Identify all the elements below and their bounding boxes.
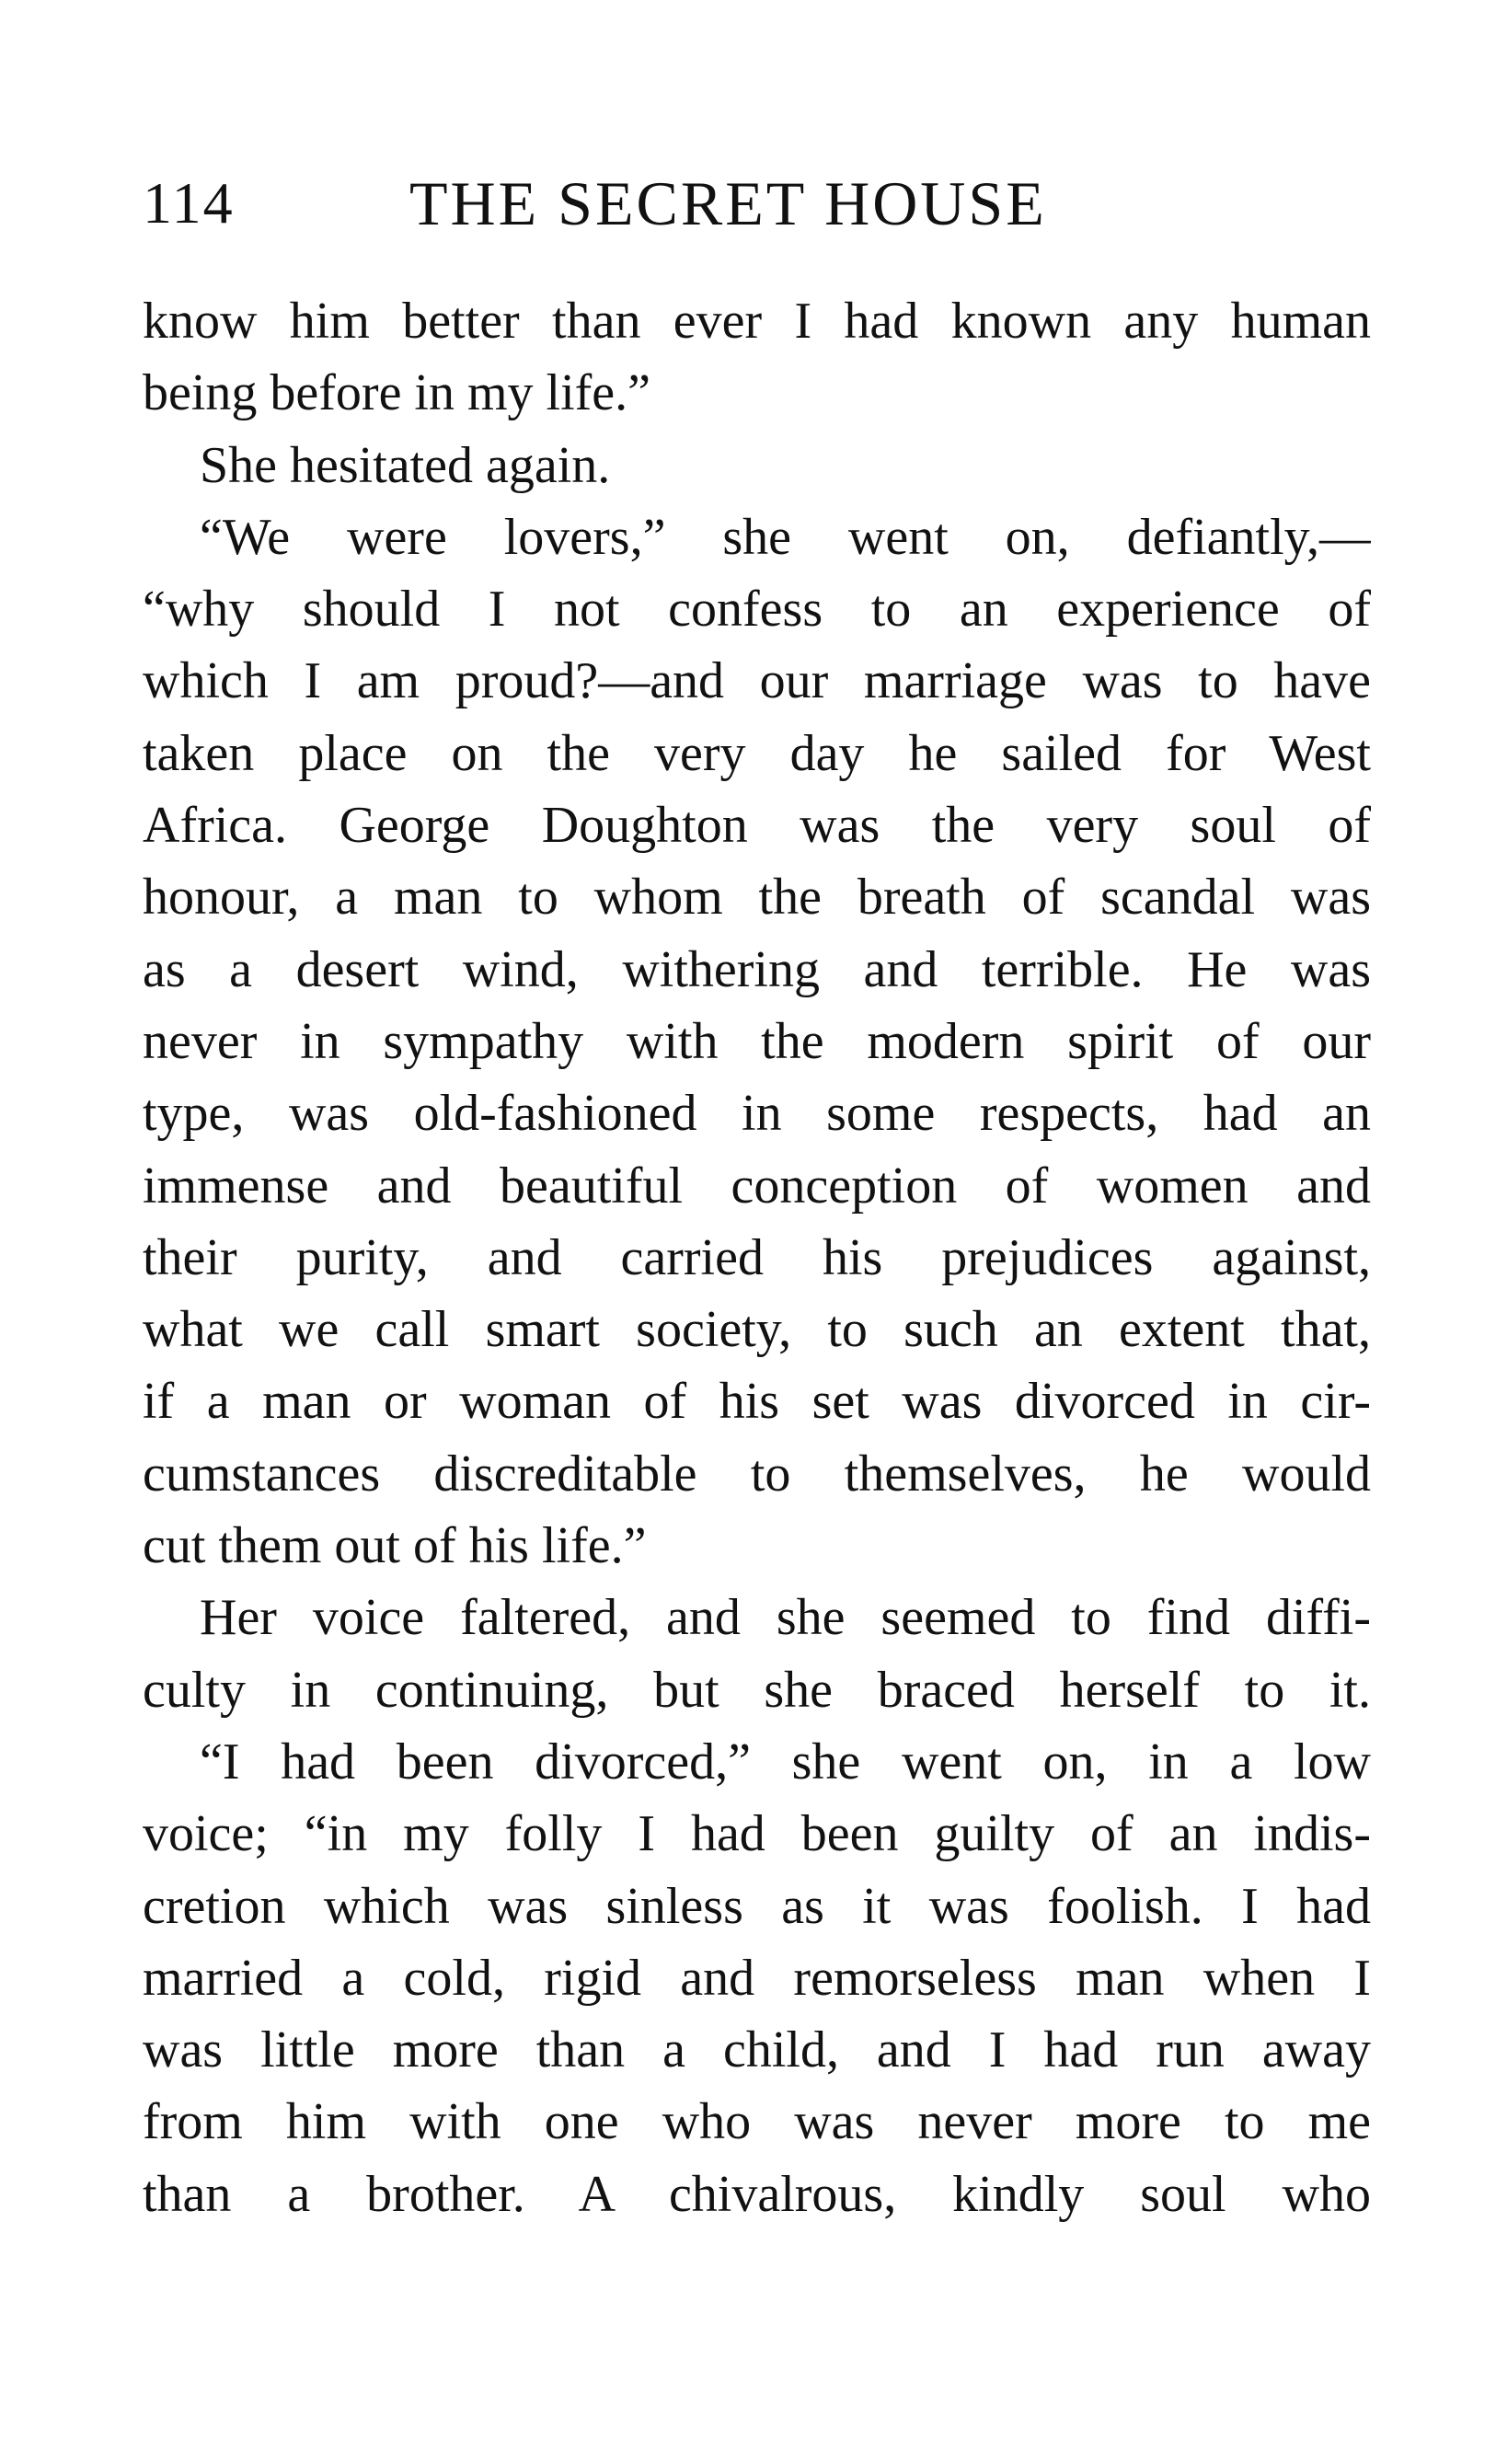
text-line: never in sympathy with the modern spirit of our (143, 1012, 1371, 1070)
text-line: honour, a man to whom the breath of scandal was (143, 869, 1371, 927)
running-title: THE SECRET HOUSE (409, 168, 1047, 238)
text-line: “I had been divorced,” she went on, in a low (200, 1733, 1371, 1790)
text-line: as a desert wind, withering and terrible. He was (143, 940, 1371, 998)
text-line: know him better than ever I had known any human (143, 293, 1371, 350)
body-text (143, 285, 1371, 2230)
text-line: type, was old-fashioned in some respects, had an (143, 1085, 1371, 1143)
text-line: “We were lovers,” she went on, defiantly,— (200, 508, 1371, 566)
text-line: taken place on the very day he sailed for West (143, 724, 1371, 782)
text-line: voice; “in my folly I had been guilty of an indis- (143, 1805, 1371, 1863)
text-line: if a man or woman of his set was divorced in cir- (143, 1373, 1371, 1431)
text-line: from him with one who was never more to me (143, 2093, 1371, 2151)
running-head (143, 162, 1375, 245)
text-line: cut them out of his life.” (143, 1517, 647, 1575)
text-line: was little more than a child, and I had run away (143, 2021, 1371, 2079)
text-line: their purity, and carried his prejudices against, (143, 1228, 1371, 1286)
text-line: cumstances discreditable to themselves, he would (143, 1445, 1371, 1503)
text-line: cretion which was sinless as it was foolish. I had (143, 1877, 1371, 1935)
page-number: 114 (143, 170, 235, 236)
text-line: which I am proud?—and our marriage was to have (143, 652, 1371, 710)
text-line: what we call smart society, to such an extent that, (143, 1301, 1371, 1359)
text-line: Her voice faltered, and she seemed to find diffi- (200, 1589, 1371, 1647)
text-line: immense and beautiful conception of women and (143, 1157, 1371, 1215)
text-line: being before in my life.” (143, 364, 651, 422)
text-line: culty in continuing, but she braced herself to it. (143, 1661, 1371, 1719)
text-line: than a brother. A chivalrous, kindly soul who (143, 2165, 1371, 2223)
text-line: Africa. George Doughton was the very soul of (143, 797, 1371, 855)
text-line: She hesitated again. (200, 436, 611, 494)
text-line: “why should I not confess to an experience of (143, 581, 1371, 639)
text-line: married a cold, rigid and remorseless man when I (143, 1949, 1371, 2007)
